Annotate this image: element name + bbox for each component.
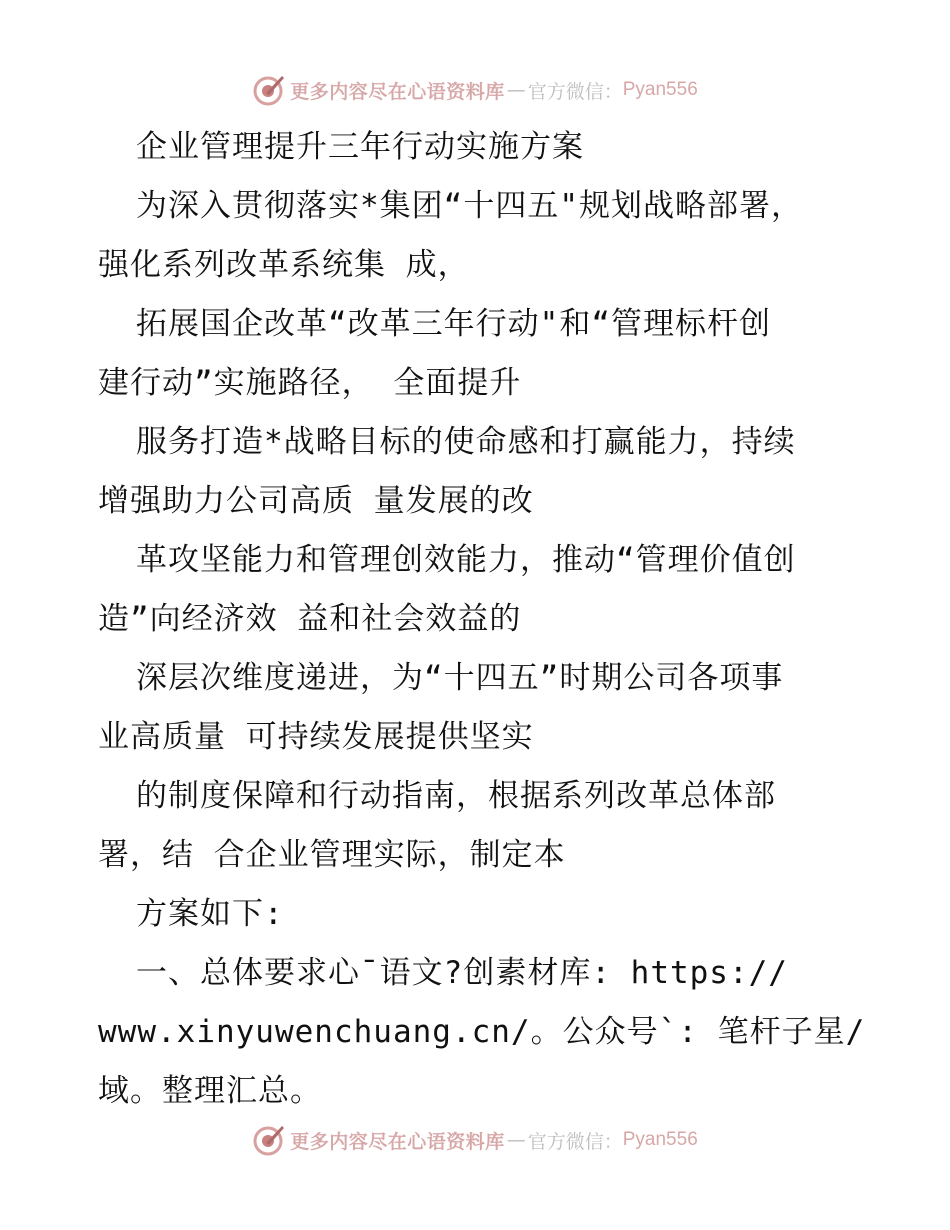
watermark-dash: — <box>506 79 526 101</box>
document-title: 企业管理提升三年行动实施方案 <box>136 129 584 165</box>
watermark-wechat-id: Pyan556 <box>622 1129 698 1150</box>
quill-logo-icon <box>252 73 286 107</box>
paragraph-line: 增强助力公司高质 量发展的改 <box>98 483 534 519</box>
paragraph-line: 拓展国企改革“改革三年行动"和“管理标杆创 <box>136 306 771 342</box>
watermark-account-text: 官方微信： <box>527 1130 623 1153</box>
paragraph-line: 署，结 合企业管理实际，制定本 <box>98 837 566 873</box>
paragraph-line: 强化系列改革系统集 成， <box>98 247 470 283</box>
footer-watermark <box>0 1120 950 1160</box>
paragraph-line: www.xinyuwenchuang.cn/。公众号`: 笔杆子星/ <box>98 1014 866 1050</box>
document-body <box>98 118 866 1121</box>
paragraph-line: 建行动”实施路径， 全面提升 <box>98 365 522 401</box>
paragraph-line: 革攻坚能力和管理创效能力，推动“管理价值创 <box>136 542 796 578</box>
quill-logo-icon <box>252 1123 286 1157</box>
section-heading-line: 一、总体要求心¯语文?创素材库: https:// <box>136 955 788 991</box>
header-watermark <box>0 70 950 110</box>
paragraph-line: 服务打造*战略目标的使命感和打赢能力，持续 <box>136 424 796 460</box>
paragraph-line: 域。整理汇总。 <box>98 1073 322 1109</box>
watermark-site-text: 更多内容尽在心语资料库 <box>290 80 505 103</box>
paragraph-line: 深层次维度递进，为“十四五”时期公司各项事 <box>136 660 784 696</box>
paragraph-line: 方案如下: <box>136 896 284 932</box>
paragraph-line: 造”向经济效 益和社会效益的 <box>98 601 522 637</box>
paragraph-line: 的制度保障和行动指南，根据系列改革总体部 <box>136 778 776 814</box>
watermark-wechat-id: Pyan556 <box>622 79 698 100</box>
watermark-site-text: 更多内容尽在心语资料库 <box>290 1130 505 1153</box>
watermark-dash: — <box>506 1129 526 1151</box>
paragraph-line: 为深入贯彻落实*集团“十四五"规划战略部署， <box>136 188 803 224</box>
watermark-account-text: 官方微信： <box>527 80 623 103</box>
paragraph-line: 业高质量 可持续发展提供坚实 <box>98 719 534 755</box>
